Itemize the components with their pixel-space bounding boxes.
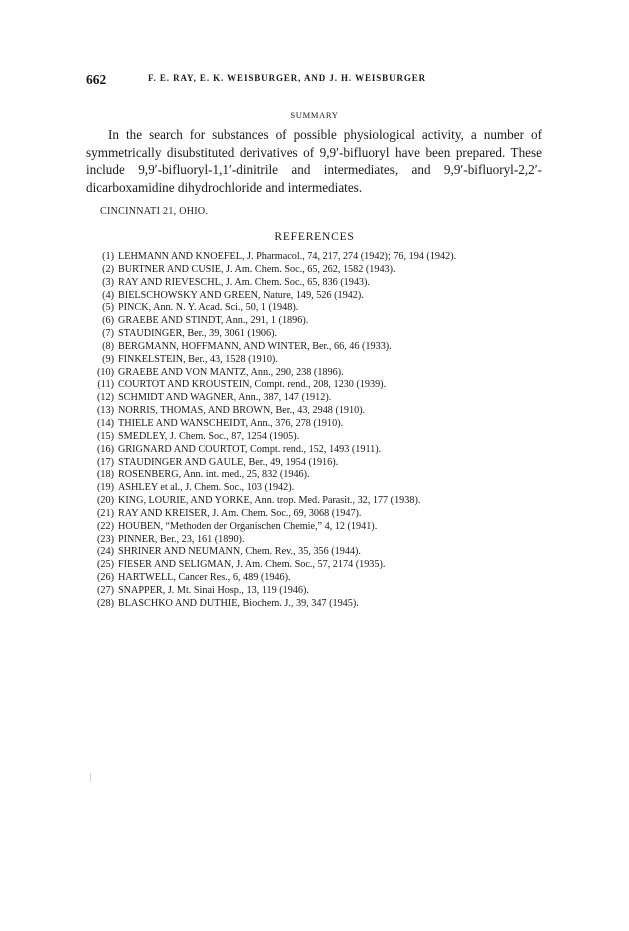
reference-citation: LEHMANN AND KNOEFEL, J. Pharmacol., 74, 217, 274 (1942); 76, 194 (1942). [118,251,457,262]
reference-citation: BIELSCHOWSKY AND GREEN, Nature, 149, 526 (1942). [118,289,364,301]
reference-number: (11) [97,379,114,391]
reference-item [86,598,556,611]
reference-item [86,572,556,585]
reference-citation: BERGMANN, HOFFMANN, AND WINTER, Ber., 66, 46 (1933). [118,340,392,352]
reference-item [86,315,556,328]
reference-citation: SNAPPER, J. Mt. Sinai Hosp., 13, 119 (1946). [118,584,309,596]
reference-number: (25) [97,559,114,571]
reference-item [86,379,556,392]
reference-item [86,521,556,534]
summary-text: In the search for substances of possible physiological activity, a number of symmetrically disubstituted derivatives of 9,9′-bifluoryl have been prepared. These include 9,9′-bifluoryl-1,1′-dinitrile and intermediates, and 9,9′-bifluoryl-2,2′-dicarboxamidine dihydrochloride and intermediates. [86,127,542,195]
reference-number: (7) [102,328,114,340]
reference-number: (26) [97,572,114,584]
running-head: F. E. RAY, E. K. WEISBURGER, AND J. H. WEISBURGER [148,73,427,83]
reference-citation: SHRINER AND NEUMANN, Chem. Rev., 35, 356 (1944). [118,546,361,558]
reference-citation: ASHLEY et al., J. Chem. Soc., 103 (1942). [118,482,295,494]
reference-citation: FINKELSTEIN, Ber., 43, 1528 (1910). [118,353,278,365]
reference-item [86,341,556,354]
reference-citation: COURTOT AND KROUSTEIN, Compt. rend., 208, 1230 (1939). [118,379,387,391]
reference-citation: KING, LOURIE, AND YORKE, Ann. trop. Med. Parasit., 32, 177 (1938). [118,495,421,507]
reference-item [86,457,556,470]
reference-item [86,508,556,521]
reference-number: (2) [102,263,114,275]
reference-list [86,251,556,611]
reference-citation: STAUDINGER, Ber., 39, 3061 (1906). [118,328,278,340]
reference-item [86,405,556,418]
reference-number: (9) [102,353,114,365]
reference-citation: GRIGNARD AND COURTOT, Compt. rend., 152, 1493 (1911). [118,443,382,455]
reference-number: (13) [97,405,114,417]
reference-citation: STAUDINGER AND GAULE, Ber., 49, 1954 (1916). [118,456,339,468]
reference-item [86,302,556,315]
reference-item [86,431,556,444]
reference-item [86,495,556,508]
references-heading: REFERENCES [274,231,355,243]
reference-number: (24) [97,546,114,558]
reference-number: (20) [97,495,114,507]
reference-item [86,469,556,482]
reference-item [86,251,556,264]
reference-item [86,367,556,380]
page-number: 662 [86,72,107,87]
reference-number: (18) [97,469,114,481]
reference-number: (1) [102,251,114,262]
reference-number: (6) [102,315,114,327]
reference-number: (3) [102,276,114,288]
reference-item [86,444,556,457]
reference-citation: HOUBEN, “Methoden der Organischen Chemie,” 4, 12 (1941). [118,520,378,532]
reference-citation: SCHMIDT AND WAGNER, Ann., 387, 147 (1912). [118,392,332,404]
reference-citation: NORRIS, THOMAS, AND BROWN, Ber., 43, 2948 (1910). [118,405,366,417]
reference-number: (14) [97,417,114,429]
reference-number: (27) [97,584,114,596]
reference-item [86,546,556,559]
reference-number: (22) [97,520,114,532]
reference-number: (17) [97,456,114,468]
reference-number: (12) [97,392,114,404]
summary-heading: SUMMARY [290,110,339,120]
reference-item [86,290,556,303]
reference-number: (16) [97,443,114,455]
reference-citation: THIELE AND WANSCHEIDT, Ann., 376, 278 (1910). [118,417,344,429]
reference-item [86,264,556,277]
scan-mark [90,773,91,781]
reference-number: (21) [97,507,114,519]
affiliation: CINCINNATI 21, OHIO. [100,206,209,217]
reference-citation: HARTWELL, Cancer Res., 6, 489 (1946). [118,572,291,584]
reference-number: (15) [97,430,114,442]
reference-number: (5) [102,302,114,314]
reference-citation: BLASCHKO AND DUTHIE, Biochem. J., 39, 347 (1945). [118,597,359,609]
reference-item [86,392,556,405]
reference-citation: BURTNER AND CUSIE, J. Am. Chem. Soc., 65, 262, 1582 (1943). [118,263,396,275]
reference-citation: GRAEBE AND STINDT, Ann., 291, 1 (1896). [118,315,309,327]
reference-citation: SMEDLEY, J. Chem. Soc., 87, 1254 (1905). [118,430,300,442]
reference-citation: RAY AND KREISER, J. Am. Chem. Soc., 69, 3068 (1947). [118,507,362,519]
reference-number: (19) [97,482,114,494]
reference-item [86,354,556,367]
reference-citation: PINCK, Ann. N. Y. Acad. Sci., 50, 1 (1948). [118,302,299,314]
summary-paragraph [86,126,542,196]
reference-number: (10) [97,366,114,378]
reference-citation: RAY AND RIEVESCHL, J. Am. Chem. Soc., 65, 836 (1943). [118,276,370,288]
reference-citation: PINNER, Ber., 23, 161 (1890). [118,533,245,545]
reference-item [86,277,556,290]
reference-number: (23) [97,533,114,545]
reference-item [86,534,556,547]
reference-number: (4) [102,289,114,301]
reference-citation: ROSENBERG, Ann. int. med., 25, 832 (1946). [118,469,310,481]
reference-item [86,559,556,572]
reference-item [86,585,556,598]
reference-citation: FIESER AND SELIGMAN, J. Am. Chem. Soc., 57, 2174 (1935). [118,559,386,571]
reference-item [86,418,556,431]
reference-item [86,482,556,495]
reference-item [86,328,556,341]
reference-citation: GRAEBE AND VON MANTZ, Ann., 290, 238 (1896). [118,366,344,378]
reference-number: (8) [102,340,114,352]
reference-number: (28) [97,597,114,609]
page-header [86,72,542,88]
